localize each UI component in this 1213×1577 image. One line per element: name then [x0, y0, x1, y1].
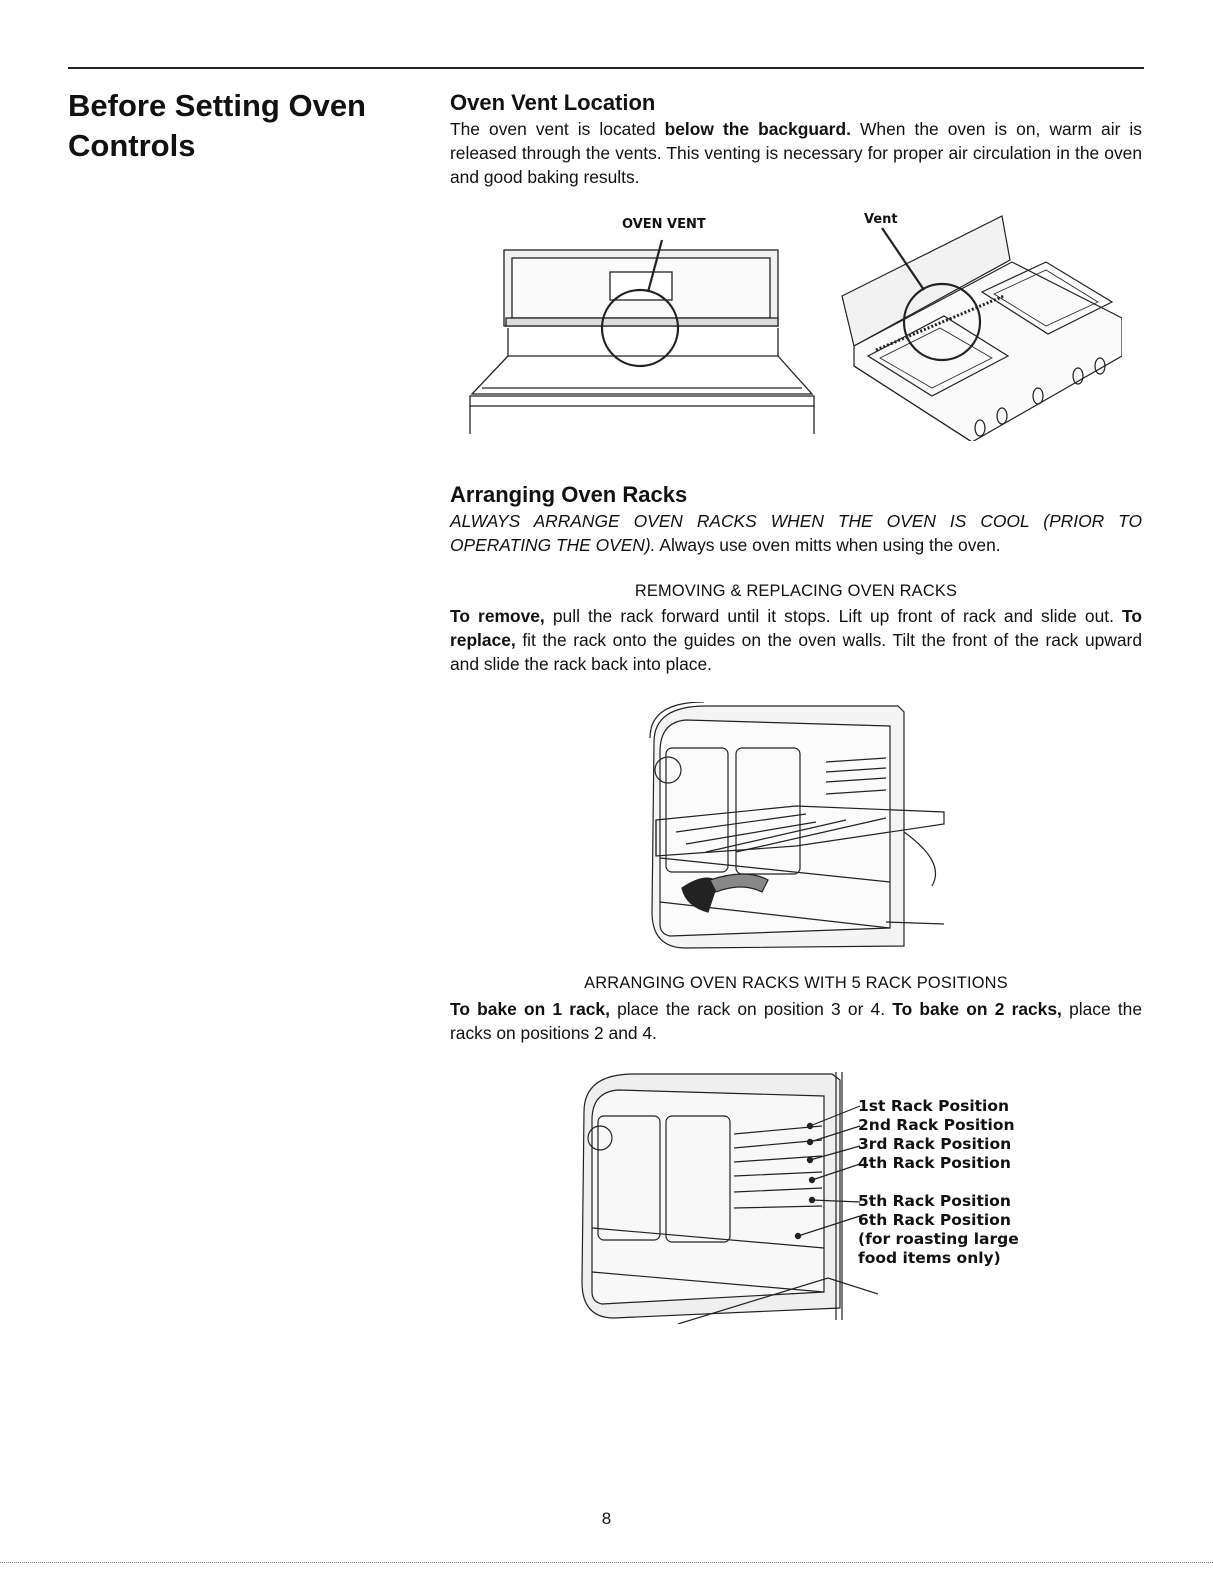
rack-warning-text: Always use oven mitts when using the oven. — [655, 535, 1001, 555]
bake-block — [450, 997, 1142, 1045]
oven-vent-label: OVEN VENT — [622, 217, 706, 232]
removing-subheading: REMOVING & REPLACING OVEN RACKS — [634, 582, 958, 600]
rack-position-labels — [858, 1097, 1019, 1268]
oven-vent-text-1: The oven vent is located — [450, 119, 665, 139]
top-rule — [68, 67, 1144, 69]
bake2-bold: To bake on 2 racks, — [892, 999, 1062, 1019]
rack-label-5: 5th Rack Position — [858, 1192, 1011, 1210]
oven-vent-front-figure — [466, 206, 826, 436]
rack-label-4: 4th Rack Position — [858, 1154, 1011, 1172]
oven-vent-heading: Oven Vent Location — [450, 90, 656, 115]
page-number: 8 — [601, 1509, 612, 1528]
bake1-bold: To bake on 1 rack, — [450, 999, 610, 1019]
rack-label-2: 2nd Rack Position — [858, 1116, 1015, 1134]
range-front-illustration — [466, 206, 826, 436]
remove-text: pull the rack forward until it stops. Lift up front of rack and slide out. — [544, 606, 1123, 626]
remove-bold: To remove, — [450, 606, 545, 626]
rack-label-6-note-1: (for roasting large — [858, 1230, 1019, 1248]
bake1-text: place the rack on position 3 or 4. — [609, 999, 893, 1019]
replace-text: fit the rack onto the guides on the oven walls. Tilt the front of the rack upward and slide the rack back into place. — [450, 630, 1142, 674]
arranging-racks-section — [450, 481, 1142, 557]
rack-positions-figure — [578, 1068, 878, 1324]
section-title: Before Setting Oven Controls — [68, 88, 366, 163]
remove-replace-block — [450, 604, 1142, 676]
rack-positions-illustration — [578, 1068, 878, 1324]
oven-vent-paragraph — [450, 117, 1142, 189]
oven-vent-text-2: When the oven is on, warm air is released through the vents. This venting is necessary for proper air circulation in the oven and good baking results. — [450, 119, 1142, 187]
vent-label: Vent — [864, 212, 898, 227]
rack-label-spacer — [858, 1173, 1019, 1192]
remove-replace-paragraph — [450, 604, 1142, 676]
rack-label-6-note-2: food items only) — [858, 1249, 1001, 1267]
range-angled-illustration — [832, 206, 1122, 441]
oven-vent-section — [450, 89, 1142, 189]
rack-warning-paragraph — [450, 509, 1142, 557]
rack-warning-italic: ALWAYS ARRANGE OVEN RACKS WHEN THE OVEN IS COOL (PRIOR TO OPERATING THE OVEN). — [450, 511, 1142, 555]
oven-vent-text-bold: below the backguard. — [664, 119, 851, 139]
rack-removal-illustration — [646, 702, 948, 958]
bottom-rule — [0, 1562, 1213, 1563]
rack-label-6: 6th Rack Position — [858, 1211, 1011, 1229]
replace-bold: To replace, — [450, 606, 1142, 650]
positions-subheading: ARRANGING OVEN RACKS WITH 5 RACK POSITIONS — [584, 974, 1008, 992]
bake2-text: place the racks on positions 2 and 4. — [450, 999, 1143, 1043]
oven-vent-angle-figure — [832, 206, 1122, 441]
rack-removal-figure — [646, 702, 948, 958]
rack-label-3: 3rd Rack Position — [858, 1135, 1012, 1153]
arranging-racks-heading: Arranging Oven Racks — [450, 482, 688, 507]
rack-label-1: 1st Rack Position — [858, 1097, 1010, 1115]
bake-paragraph — [450, 997, 1142, 1045]
